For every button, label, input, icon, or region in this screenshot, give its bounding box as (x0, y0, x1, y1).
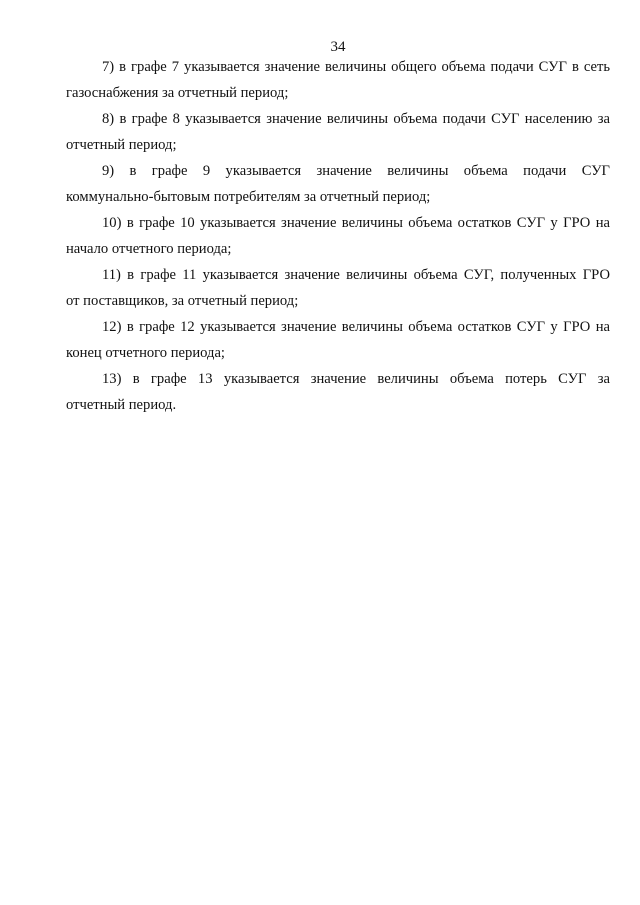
page-number: 34 (330, 39, 346, 55)
paragraph-item-11 (66, 262, 610, 314)
paragraph-line: 13) в графе 13 указывается значение величины объема потерь СУГ за (102, 371, 610, 387)
paragraph-line: отчетный период; (66, 137, 177, 153)
paragraph-item-13 (66, 366, 610, 418)
paragraph-line: 7) в графе 7 указывается значение величины общего объема подачи СУГ в сеть (102, 59, 610, 75)
paragraph-item-7 (66, 54, 610, 106)
paragraph-line: конец отчетного периода; (66, 345, 225, 361)
paragraph-line: от поставщиков, за отчетный период; (66, 293, 299, 309)
paragraph-line: 12) в графе 12 указывается значение величины объема остатков СУГ у ГРО на (102, 319, 610, 335)
paragraph-item-10 (66, 210, 610, 262)
paragraph-line: 10) в графе 10 указывается значение величины объема остатков СУГ у ГРО на (102, 215, 610, 231)
paragraph-line: газоснабжения за отчетный период; (66, 85, 289, 101)
paragraph-item-12 (66, 314, 610, 366)
paragraph-item-9 (66, 158, 610, 210)
paragraph-line: начало отчетного периода; (66, 241, 232, 257)
paragraph-line: 11) в графе 11 указывается значение величины объема СУГ, полученных ГРО (102, 267, 610, 283)
paragraph-line: 9) в графе 9 указывается значение величины объема подачи СУГ (102, 163, 610, 179)
paragraph-item-8 (66, 106, 610, 158)
paragraph-line: отчетный период. (66, 397, 177, 413)
paragraph-line: коммунально-бытовым потребителям за отчетный период; (66, 189, 431, 205)
paragraph-line: 8) в графе 8 указывается значение величины объема подачи СУГ населению за (102, 111, 610, 127)
